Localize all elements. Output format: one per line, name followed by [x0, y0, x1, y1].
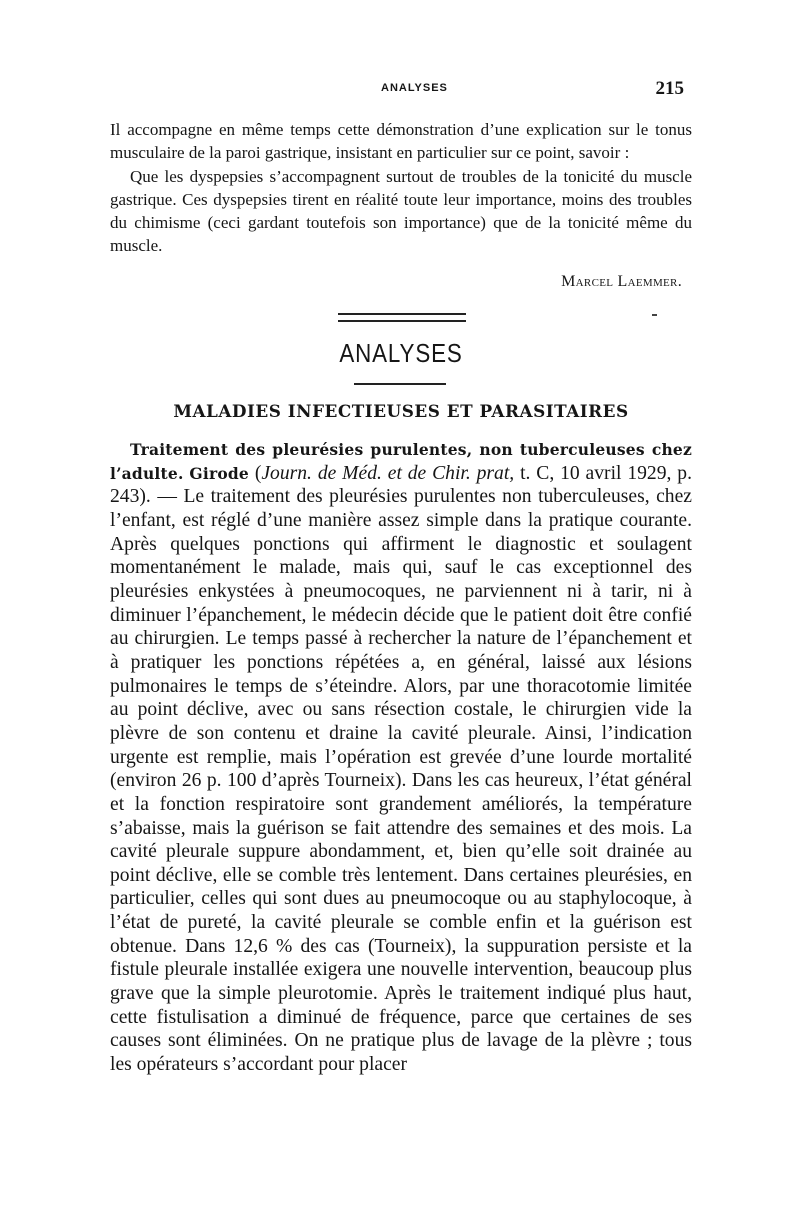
- section-title: ANALYSES: [339, 338, 463, 368]
- running-title: ANALYSES: [381, 82, 448, 94]
- article-title: Traitement des pleurésies purulentes, non tuberculeuses chez l’adulte.: [110, 440, 692, 483]
- separator-mark: [652, 314, 657, 316]
- reference-details: t. C, 10 avril 1929, p. 243).: [110, 462, 692, 508]
- document-page: [110, 0, 692, 1227]
- article-author: Girode: [189, 463, 249, 483]
- title-underline: [354, 383, 446, 385]
- author-signature: Marcel Laemmer.: [561, 273, 682, 290]
- journal-name: Journ. de Méd. et de Chir. prat,: [261, 462, 515, 484]
- page-number: 215: [655, 78, 684, 99]
- rubric-heading: MALADIES INFECTIEUSES ET PARASITAIRES: [173, 402, 629, 421]
- previous-article-text: [110, 118, 692, 258]
- article-text: — Le traitement des pleurésies purulentes non tuberculeuses, chez l’enfant, est réglé d’une manière assez simple dans la pratique courante. Après quelques ponctions qui affirment le diagnostic et soulagent momentanément le malade, mais qui, sauf le cas exceptionnel des pleurésies enkystées à pneumocoques, ne parviennent ni à tarir, ni à diminuer l’épanchement, le médecin décide que le patient doit être confié au chirurgien. Le temps passé à rechercher la nature de l’épanchement et à pratiquer les ponctions répétées a, en général, laissé aux lésions pulmonaires le temps de s’éteindre. Alors, par une thoracotomie limitée au point déclive, avec ou sans résection costale, le chirurgien vide la plèvre de son contenu et draine la cavité pleurale. Ainsi, l’indication urgente est remplie, mais l’opération est grevée d’une lourde mortalité (environ 26 p. 100 d’après Tourneix). Dans les cas heureux, l’état général et la fonction respiratoire sont grandement améliorés, la température s’abaisse, mais la guérison se fait attendre des semaines et des mois. La cavité pleurale suppure abondamment, et, bien qu’elle soit drainée au point déclive, elle se comble très lentement. Dans certaines pleurésies, en particulier, celles qui sont dues au pneumocoque ou au staphylocoque, à l’état de pureté, la cavité pleurale se comble enfin et la guérison est obtenue. Dans 12,6 % des cas (Tourneix), la suppuration persiste et la fistule pleurale installée exigera une nouvelle intervention, beaucoup plus grave que la simple pleurotomie. Après le traitement indiqué plus haut, cette fistulisation a diminué de fréquence, parce que certaines de ses causes sont éliminées. On ne pratique plus de lavage de la plèvre ; tous les opérateurs s’accordant pour placer: [110, 486, 692, 1076]
- previous-paragraph-1: Il accompagne en même temps cette démonstration d’une explication sur le tonus musculaire de la paroi gastrique, insistant en particulier sur ce point, savoir :: [110, 120, 692, 163]
- reference-open: (: [248, 462, 262, 484]
- section-separator: [338, 313, 466, 322]
- running-head: [110, 78, 692, 100]
- previous-paragraph-2: Que les dyspepsies s’accompagnent surtout de troubles de la tonicité du muscle gastrique. Ces dyspepsies tirent en réalité toute leur importance, moins des troubles du chimisme (ceci gardant toutefois son importance) que de la tonicité même du muscle.: [110, 166, 692, 256]
- article-body: [110, 438, 692, 1077]
